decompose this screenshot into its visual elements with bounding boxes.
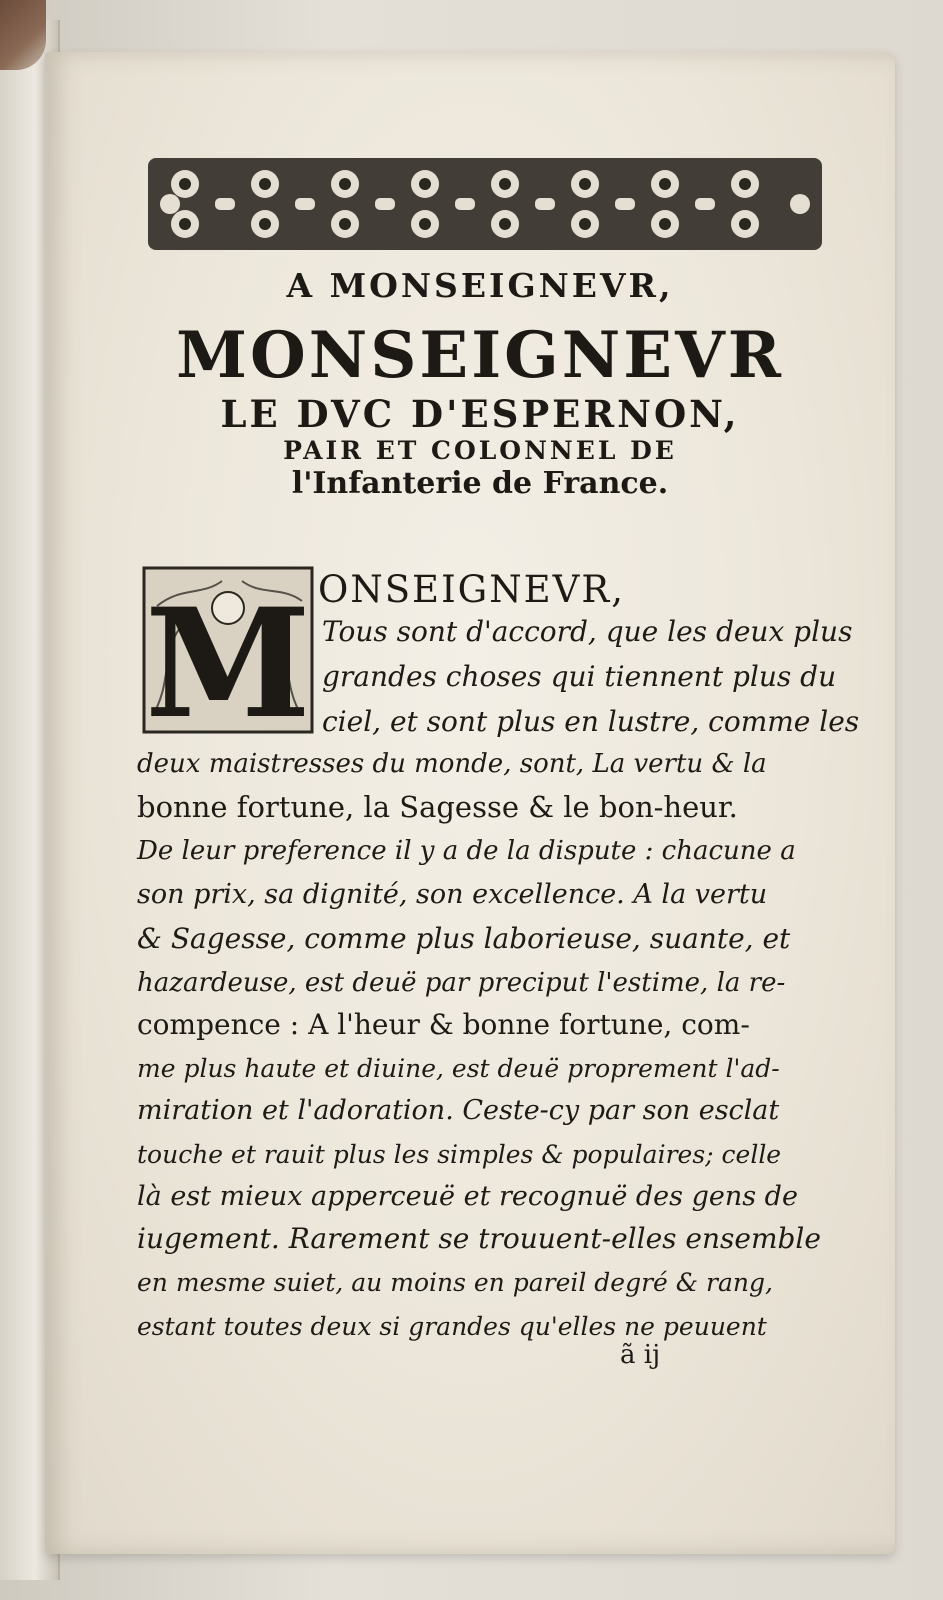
dropcap-ornament bbox=[142, 566, 314, 734]
body-line: iugement. Rarement se trouuent-elles ensemble bbox=[137, 1222, 821, 1255]
title-line-4: PAIR ET COLONNEL DE bbox=[283, 436, 677, 465]
body-line: en mesme suiet, au moins en pareil degré & rang, bbox=[137, 1268, 773, 1297]
body-line: touche et rauit plus les simples & populaires; celle bbox=[137, 1140, 782, 1169]
body-line: Tous sont d'accord, que les deux plus bbox=[322, 615, 853, 648]
body-line: bonne fortune, la Sagesse & le bon-heur. bbox=[137, 790, 738, 824]
body-line: De leur preference il y a de la dispute : chacune a bbox=[137, 836, 796, 866]
signature-mark: ã ij bbox=[620, 1340, 661, 1370]
body-line: là est mieux apperceuë et recognuë des gens de bbox=[137, 1181, 798, 1212]
ornamental-headpiece bbox=[140, 148, 830, 260]
body-line: miration et l'adoration. Ceste-cy par son esclat bbox=[137, 1095, 780, 1126]
title-line-2: MONSEIGNEVR bbox=[176, 318, 784, 393]
salutation: ONSEIGNEVR, bbox=[318, 568, 625, 611]
body-line: ciel, et sont plus en lustre, comme les bbox=[322, 705, 860, 738]
title-line-5: l'Infanterie de France. bbox=[291, 466, 669, 501]
dropcap-letter: M bbox=[144, 576, 312, 734]
body-line: estant toutes deux si grandes qu'elles ne peuuent bbox=[137, 1312, 767, 1341]
body-line: son prix, sa dignité, son excellence. A la vertu bbox=[137, 879, 768, 910]
body-line: me plus haute et diuine, est deuë proprement l'ad- bbox=[137, 1054, 780, 1083]
body-line: deux maistresses du monde, sont, La vertu & la bbox=[137, 749, 767, 779]
body-line: grandes choses qui tiennent plus du bbox=[322, 660, 837, 693]
title-line-1: A MONSEIGNEVR, bbox=[286, 266, 674, 305]
title-line-3: LE DVC D'ESPERNON, bbox=[220, 392, 740, 436]
body-line: & Sagesse, comme plus laborieuse, suante, et bbox=[137, 922, 791, 955]
body-line: hazardeuse, est deuë par preciput l'estime, la re- bbox=[137, 968, 786, 998]
body-line: compence : A l'heur & bonne fortune, com- bbox=[137, 1008, 750, 1041]
